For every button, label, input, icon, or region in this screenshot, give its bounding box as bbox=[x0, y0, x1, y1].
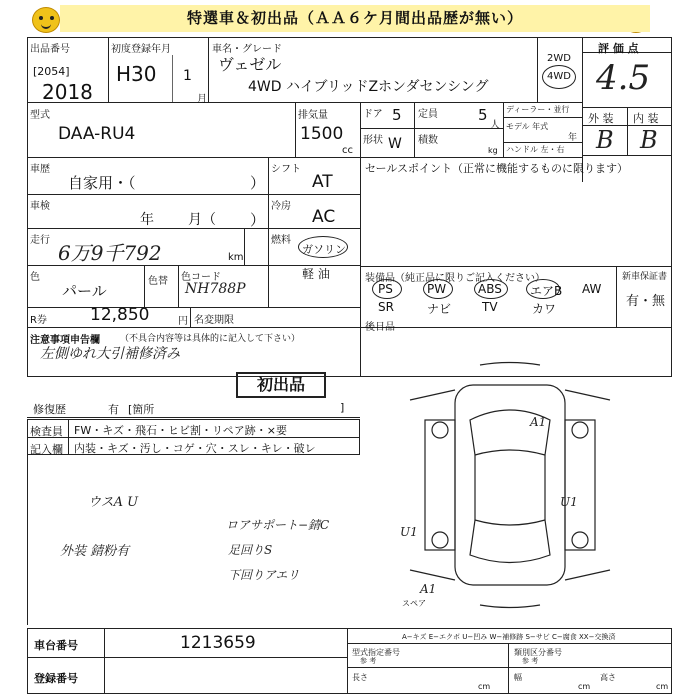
chassis-number: 1213659 bbox=[180, 633, 256, 653]
remark-line2: 外装 錆粉有 bbox=[60, 544, 130, 559]
damage-legend: A−キズ E−エクボ U−凹み W−補修跡 S−サビ C−腐食 XX−交換済 bbox=[402, 633, 616, 641]
shape-value: W bbox=[388, 136, 402, 152]
recycle-value: 12,850 bbox=[90, 305, 150, 325]
car-grade: 4WD ハイブリッドZホンダセンシング bbox=[248, 79, 489, 95]
fuel-gas: ガソリン bbox=[302, 243, 346, 256]
color-value: パール bbox=[62, 282, 107, 300]
first-reg-era: H30 bbox=[116, 62, 157, 86]
car-name-label: 車名・グレード bbox=[212, 44, 282, 55]
first-listing-stamp: 初出品 bbox=[236, 372, 326, 398]
drive-2wd: 2WD bbox=[547, 53, 571, 64]
model-code: DAA-RU4 bbox=[58, 124, 136, 144]
first-reg-label: 初度登録年月 bbox=[111, 44, 171, 55]
remark-right1: ロアサポート−錆C bbox=[226, 518, 330, 532]
interior-grade: B bbox=[640, 126, 658, 154]
first-reg-month: 1 bbox=[183, 68, 192, 84]
displacement: 1500 bbox=[300, 124, 344, 144]
doors-value: 5 bbox=[392, 106, 402, 124]
grade-score-label: 評 価 点 bbox=[598, 42, 639, 55]
inspect-items: FW・キズ・飛石・ヒビ割・リペア跡・×要 bbox=[74, 424, 287, 437]
history-value: 自家用・（ bbox=[68, 174, 136, 192]
notes-handwritten: 左側ゆれ大引補修済み bbox=[40, 346, 180, 362]
color-code: NH788P bbox=[185, 281, 246, 297]
remark-right3: 下回りアエリ bbox=[228, 568, 300, 582]
drive-4wd: 4WD bbox=[547, 71, 571, 82]
equipment-label: 装備品（純正品に限りご記入ください） bbox=[365, 273, 545, 284]
header-banner: 特選車＆初出品（ＡＡ６ケ月間出品歴が無い） bbox=[60, 5, 650, 32]
lot-number: 2018 bbox=[42, 80, 93, 104]
shift-value: AT bbox=[312, 172, 333, 192]
fuel-diesel: 軽 油 bbox=[302, 267, 330, 281]
new-warranty-value: 有・無 bbox=[626, 294, 666, 309]
grade-score-value: 4.5 bbox=[596, 58, 651, 98]
record-items: 内装・キズ・汚し・コゲ・穴・スレ・キレ・破レ bbox=[74, 442, 316, 455]
ac-value: AC bbox=[312, 207, 336, 227]
remark-line1: ウスA U bbox=[88, 495, 139, 510]
sales-point-label: セールスポイント（正常に機能するものに限ります） bbox=[365, 162, 629, 175]
exterior-grade: B bbox=[596, 126, 614, 154]
car-name: ヴェゼル bbox=[218, 55, 282, 74]
lot-sub: [2054] bbox=[33, 65, 70, 78]
mascot-face-icon bbox=[32, 7, 60, 33]
remark-right2: 足回りS bbox=[228, 543, 273, 557]
lot-label: 出品番号 bbox=[30, 44, 70, 55]
car-damage-diagram bbox=[400, 360, 620, 610]
mileage-value: 6万9千792 bbox=[58, 241, 162, 265]
capacity-value: 5 bbox=[478, 106, 488, 124]
